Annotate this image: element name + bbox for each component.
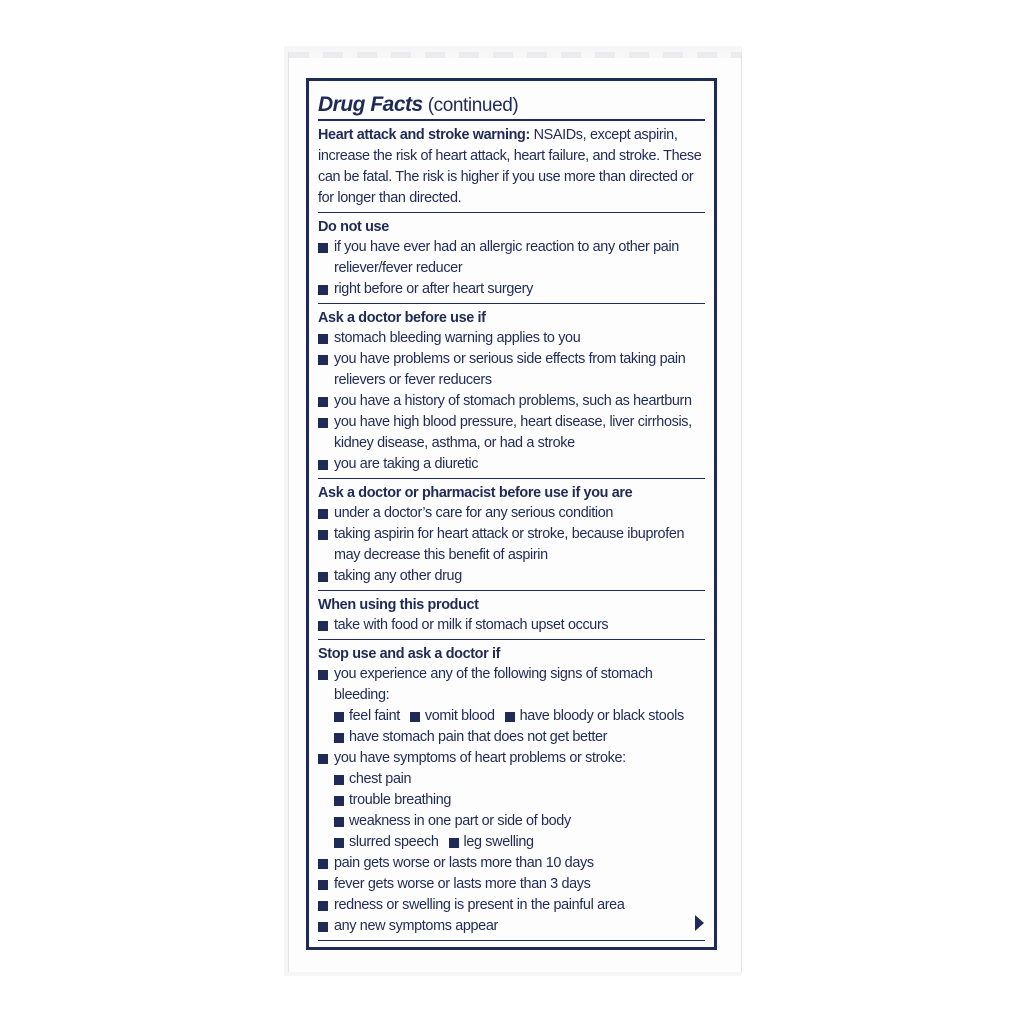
item-text: you have a history of stomach problems, such as heartburn: [334, 393, 692, 409]
square-bullet-icon: [334, 733, 344, 743]
item-text: you have symptoms of heart problems or stroke:: [334, 750, 626, 766]
item-text: taking aspirin for heart attack or stroke, because ibuprofen may decrease this benefit of aspirin: [334, 526, 685, 563]
square-bullet-icon: [505, 712, 515, 722]
item-text: weakness in one part or side of body: [349, 813, 571, 829]
list-item: [318, 853, 705, 874]
item-text: right before or after heart surgery: [334, 281, 533, 297]
warning-body: NSAIDs, except aspirin, increase the risk of heart attack, heart failure, and stroke. These can be fatal. The risk is higher if you use more than directed or for longer than directed.: [318, 127, 702, 206]
sub-item: [334, 706, 400, 727]
item-text: taking any other drug: [334, 568, 462, 584]
item-text: have stomach pain that does not get better: [349, 729, 608, 745]
list-item: [318, 916, 705, 937]
item-text: redness or swelling is present in the painful area: [334, 897, 625, 913]
warning-text: [318, 125, 705, 209]
sub-list: [318, 727, 705, 748]
square-bullet-icon: [334, 712, 344, 722]
sub-item: [449, 832, 534, 853]
list-item: [318, 566, 705, 587]
square-bullet-icon: [318, 334, 328, 344]
item-text: trouble breathing: [349, 792, 452, 808]
square-bullet-icon: [318, 418, 328, 428]
square-bullet-icon: [318, 572, 328, 582]
item-text: take with food or milk if stomach upset occurs: [334, 617, 609, 633]
sub-item: [334, 832, 439, 853]
item-text: under a doctor’s care for any serious condition: [334, 505, 613, 521]
square-bullet-icon: [318, 530, 328, 540]
square-bullet-icon: [449, 838, 459, 848]
list-item: [318, 237, 705, 279]
square-bullet-icon: [318, 901, 328, 911]
section-heading: Do not use: [318, 219, 389, 235]
square-bullet-icon: [318, 397, 328, 407]
drug-facts-panel: [306, 78, 717, 950]
list-item: [318, 503, 705, 524]
square-bullet-icon: [334, 838, 344, 848]
square-bullet-icon: [410, 712, 420, 722]
item-text: if you have ever had an allergic reaction to any other pain reliever/fever reducer: [334, 239, 679, 276]
square-bullet-icon: [318, 621, 328, 631]
list-item: [318, 412, 705, 454]
square-bullet-icon: [318, 355, 328, 365]
list-item: [318, 391, 705, 412]
item-text: you are taking a diuretic: [334, 456, 479, 472]
item-text: pain gets worse or lasts more than 10 days: [334, 855, 594, 871]
item-text: you have problems or serious side effects from taking pain relievers or fever reducers: [334, 351, 686, 388]
list-item: [318, 895, 705, 916]
sub-item: [334, 769, 411, 790]
list-item: [318, 664, 705, 706]
item-text: stomach bleeding warning applies to you: [334, 330, 581, 346]
section-heading: Ask a doctor or pharmacist before use if you are: [318, 485, 633, 501]
list-item: [318, 279, 705, 300]
section-heading: When using this product: [318, 597, 479, 613]
sub-list: [318, 706, 705, 727]
sub-list: [318, 790, 705, 811]
sub-list: [318, 769, 705, 790]
item-text: you have high blood pressure, heart disease, liver cirrhosis, kidney disease, asthma, or had a stroke: [334, 414, 692, 451]
package-top-edge: [289, 52, 741, 58]
list-item: [318, 328, 705, 349]
item-text: chest pain: [349, 771, 412, 787]
list-item: [318, 349, 705, 391]
warning-section: [318, 121, 705, 213]
item-text: vomit blood: [424, 708, 495, 724]
square-bullet-icon: [318, 754, 328, 764]
sub-item: [410, 706, 495, 727]
item-text: you experience any of the following signs of stomach bleeding:: [334, 666, 653, 703]
list-item: [318, 874, 705, 895]
square-bullet-icon: [334, 817, 344, 827]
section-heading: Stop use and ask a doctor if: [318, 646, 501, 662]
drug-facts-title: [318, 89, 705, 121]
item-text: fever gets worse or lasts more than 3 days: [334, 876, 591, 892]
square-bullet-icon: [318, 880, 328, 890]
when-using-section: [318, 591, 705, 640]
item-text: any new symptoms appear: [334, 918, 498, 934]
sub-item: [334, 727, 607, 748]
square-bullet-icon: [318, 460, 328, 470]
list-item: [318, 748, 705, 769]
ask-pharmacist-section: [318, 479, 705, 591]
square-bullet-icon: [318, 859, 328, 869]
item-text: feel faint: [349, 708, 400, 724]
sub-list: [318, 832, 705, 853]
square-bullet-icon: [318, 922, 328, 932]
continue-arrow-icon: [695, 915, 704, 931]
section-heading: Ask a doctor before use if: [318, 310, 486, 326]
stop-use-section: [318, 640, 705, 941]
sub-item: [334, 790, 451, 811]
square-bullet-icon: [334, 775, 344, 785]
list-item: [318, 615, 705, 636]
square-bullet-icon: [318, 670, 328, 680]
item-text: slurred speech: [349, 834, 439, 850]
list-item: [318, 524, 705, 566]
square-bullet-icon: [318, 243, 328, 253]
title-sub: (continued): [427, 95, 519, 116]
square-bullet-icon: [318, 285, 328, 295]
title-main: Drug Facts: [318, 93, 423, 116]
list-item: [318, 454, 705, 475]
sub-item: [334, 811, 571, 832]
ask-doctor-section: [318, 304, 705, 479]
item-text: leg swelling: [463, 834, 534, 850]
warning-label: Heart attack and stroke warning:: [318, 127, 530, 143]
sub-list: [318, 811, 705, 832]
sub-item: [505, 706, 684, 727]
item-text: have bloody or black stools: [519, 708, 684, 724]
square-bullet-icon: [334, 796, 344, 806]
package-side: [288, 52, 742, 972]
do-not-use-section: [318, 213, 705, 304]
square-bullet-icon: [318, 509, 328, 519]
